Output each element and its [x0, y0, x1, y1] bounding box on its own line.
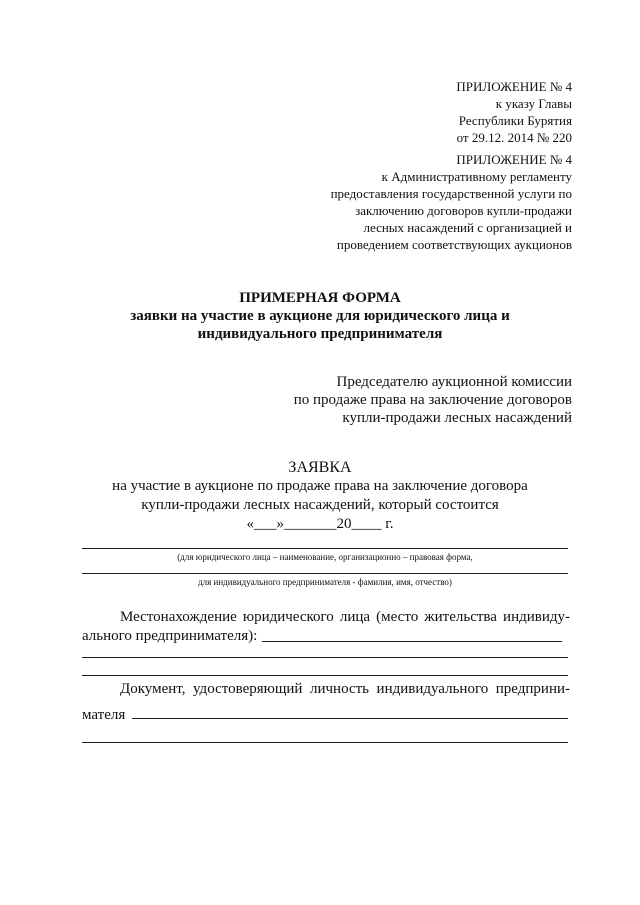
caption-individual: для индивидуального предпринимателя - фамилия, имя, отчество) — [198, 577, 452, 587]
application-heading — [0, 458, 640, 534]
appendix-1-line-1: ПРИЛОЖЕНИЕ № 4 — [456, 79, 572, 94]
location-extra-line-1 — [82, 657, 568, 658]
appendix-2-line-3: предоставления государственной услуги по — [330, 186, 572, 201]
application-date-line: «___»_______20____ г. — [246, 516, 394, 532]
appendix-2-line-2: к Административному регламенту — [381, 169, 572, 184]
document-input-line — [132, 718, 568, 719]
appendix-1-line-3: Республики Бурятия — [458, 113, 572, 128]
appendix-2-line-4: заключению договоров купли-продажи — [355, 203, 572, 218]
addressee-line-1: Председателю аукционной комиссии — [336, 374, 572, 390]
document-extra-line — [82, 742, 568, 743]
caption-legal-entity: (для юридического лица – наименование, организационно – правовая форма, — [177, 552, 473, 562]
applicant-name-line — [82, 548, 568, 549]
addressee-line-2: по продаже права на заключение договоров — [293, 392, 572, 408]
application-title: ЗАЯВКА — [288, 459, 352, 476]
location-line-2: ального предпринимателя): — [82, 628, 258, 644]
appendix-header-2 — [331, 151, 572, 253]
application-line-1: на участие в аукционе по продаже права на заключение договора — [112, 478, 528, 494]
appendix-1-line-4: от 29.12. 2014 № 220 — [456, 130, 572, 145]
appendix-2-line-1: ПРИЛОЖЕНИЕ № 4 — [456, 152, 572, 167]
application-line-2: купли-продажи лесных насаждений, который состоится — [141, 497, 499, 513]
appendix-2-line-6: проведением соответствующих аукционов — [336, 237, 572, 252]
addressee-line-3: купли-продажи лесных насаждений — [342, 410, 572, 426]
applicant-name-line-2 — [82, 573, 568, 574]
location-input-line — [262, 641, 562, 642]
document-paragraph — [82, 676, 570, 728]
appendix-1-line-2: к указу Главы — [495, 96, 572, 111]
document-line-1: Документ, удостоверяющий личность индивидуального предприни- — [120, 681, 570, 697]
document-line-2: мателя — [82, 707, 126, 723]
form-title-line-2: заявки на участие в аукционе для юридического лица и — [130, 308, 510, 324]
form-title-line-1: ПРИМЕРНАЯ ФОРМА — [239, 290, 401, 306]
appendix-header-1 — [456, 78, 572, 146]
location-line-1: Местонахождение юридического лица (место жительства индивиду- — [120, 609, 570, 625]
addressee-block — [294, 373, 572, 427]
form-title-line-3: индивидуального предпринимателя — [197, 326, 443, 342]
form-title — [0, 289, 640, 343]
appendix-2-line-5: лесных насаждений с организацией и — [363, 220, 572, 235]
